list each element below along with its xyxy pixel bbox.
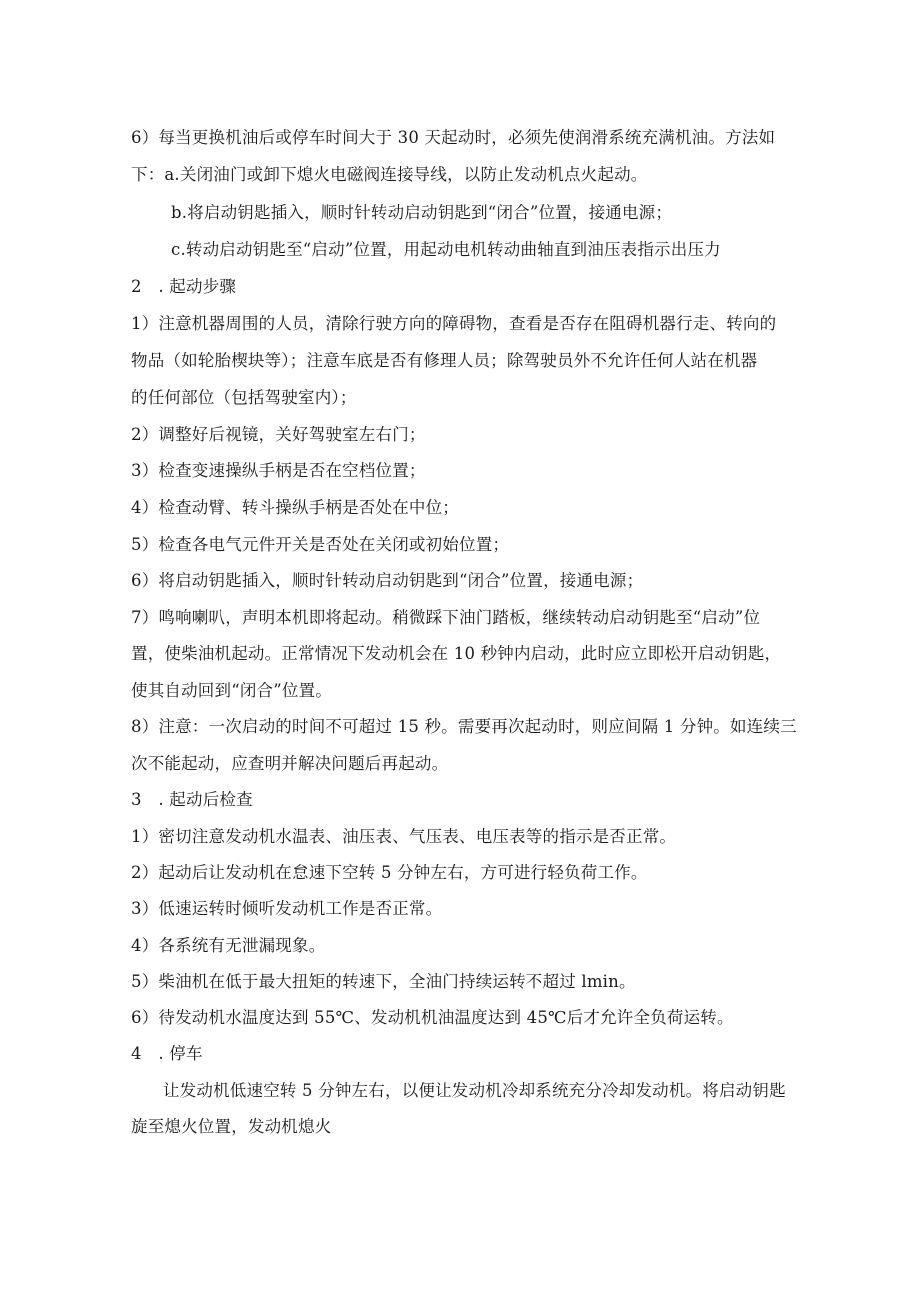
text-line: c.转动启动钥匙至“启动”位置，用起动电机转动曲轴直到油压表指示出压力 [171, 240, 721, 259]
text-line: 1）密切注意发动机水温表、油压表、气压表、电压表等的指示是否正常。 [131, 827, 677, 846]
text-line: 次不能起动，应查明并解决问题后再起动。 [131, 754, 449, 773]
text-line: 5）检查各电气元件开关是否处在关闭或初始位置； [131, 535, 510, 554]
section-heading: 2 . 起动步骤 [131, 277, 237, 296]
text-line: 物品（如轮胎楔块等）；注意车底是否有修理人员；除驾驶员外不允许任何人站在机器 [131, 351, 758, 370]
text-line: 使其自动回到“闭合”位置。 [131, 681, 332, 700]
text-line: 8）注意：一次启动的时间不可超过 15 秒。需要再次起动时，则应间隔 1 分钟。如连续三 [131, 717, 797, 736]
text-line: 6）将启动钥匙插入，顺时针转动启动钥匙到“闭合”位置，接通电源； [131, 571, 644, 590]
text-line: 5）柴油机在低于最大扭矩的转速下，全油门持续运转不超过 lmin。 [131, 972, 636, 991]
text-line: 4）各系统有无泄漏现象。 [131, 936, 326, 955]
text-line: 让发动机低速空转 5 分钟左右，以便让发动机冷却系统充分冷却发动机。将启动钥匙 [163, 1081, 786, 1100]
text-line: 的任何部位（包括驾驶室内）； [131, 388, 357, 407]
text-line: 下：a.关闭油门或卸下熄火电磁阀连接导线，以防止发动机点火起动。 [131, 165, 648, 184]
text-line: b.将启动钥匙插入，顺时针转动启动钥匙到“闭合”位置，接通电源； [171, 203, 673, 222]
text-line: 2）调整好后视镜，关好驾驶室左右门； [131, 425, 426, 444]
text-line: 3）低速运转时倾听发动机工作是否正常。 [131, 899, 443, 918]
text-line: 6）每当更换机油后或停车时间大于 30 天起动时，必须先使润滑系统充满机油。方法如 [131, 128, 776, 147]
text-line: 6）待发动机水温度达到 55℃、发动机机油温度达到 45℃后才允许全负荷运转。 [131, 1008, 734, 1027]
section-heading: 3 . 起动后检查 [131, 790, 253, 809]
text-line: 置，使柴油机起动。正常情况下发动机会在 10 秒钟内启动，此时应立即松开启动钥匙， [131, 644, 782, 663]
text-line: 旋至熄火位置，发动机熄火 [131, 1117, 332, 1136]
text-line: 1）注意机器周围的人员，清除行驶方向的障碍物，查看是否存在阻碍机器行走、转向的 [131, 314, 777, 333]
section-heading: 4 . 停车 [131, 1044, 203, 1063]
text-line: 4）检查动臂、转斗操纵手柄是否处在中位； [131, 498, 459, 517]
text-line: 2）起动后让发动机在怠速下空转 5 分钟左右，方可进行轻负荷工作。 [131, 863, 648, 882]
text-line: 7）鸣响喇叭，声明本机即将起动。稍微踩下油门踏板，继续转动启动钥匙至“启动”位 [131, 608, 761, 627]
text-line: 3）检查变速操纵手柄是否在空档位置； [131, 461, 426, 480]
